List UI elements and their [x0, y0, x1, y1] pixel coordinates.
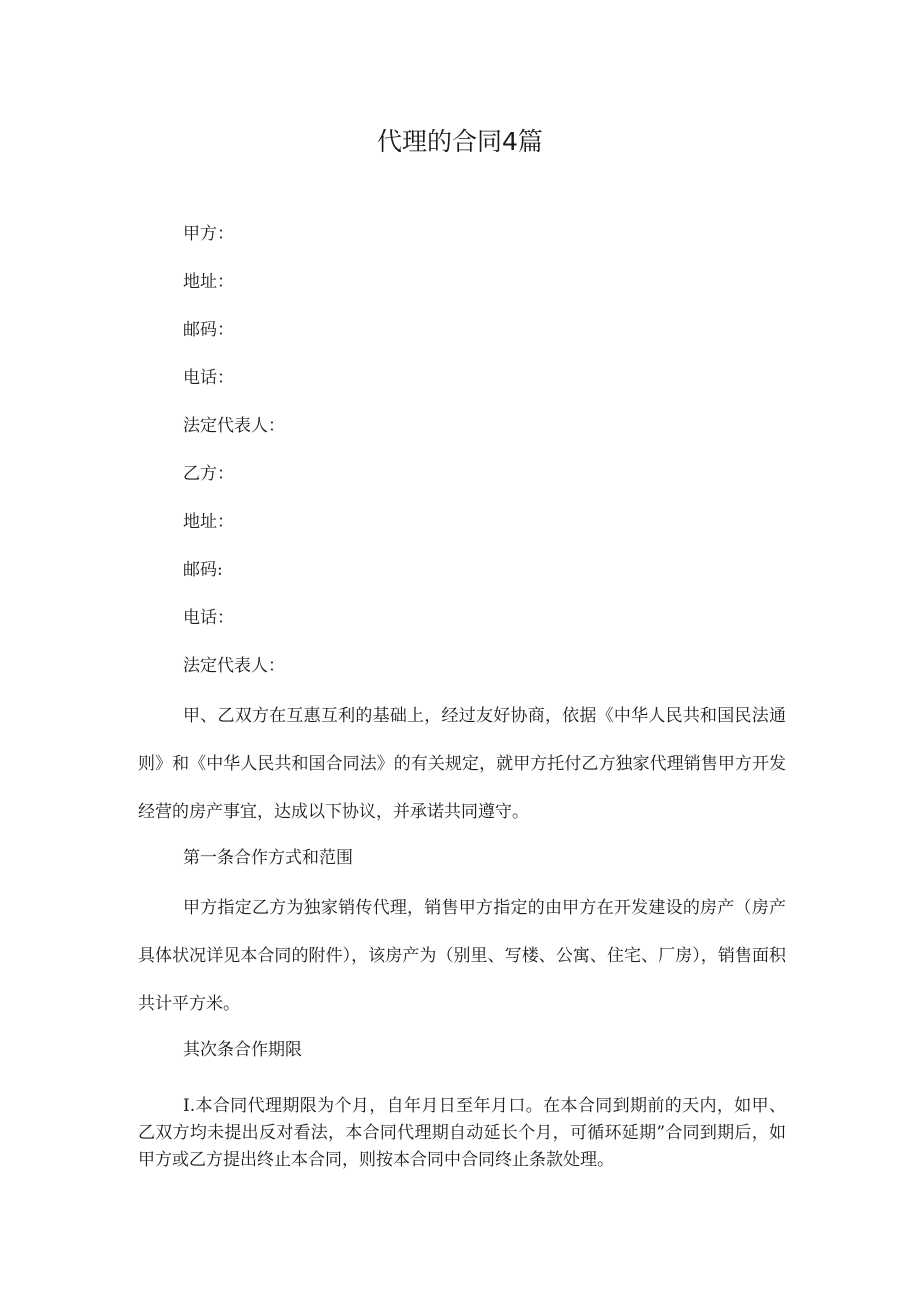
article-1-paragraph: 甲方指定乙方为独家销传代理，销售甲方指定的由甲方在开发建设的房产（房产具体状况详见本合同的附件），该房产为（别里、写楼、公寓、住宅、厂房），销售面积共计平方米。	[138, 898, 786, 1014]
party-b-name-label: 乙方：	[183, 464, 234, 484]
party-a-legal-rep-label: 法定代表人：	[183, 416, 285, 436]
party-a-address-label: 地址：	[183, 272, 234, 292]
party-b-address-label: 地址：	[183, 512, 234, 532]
party-a-postcode-label: 邮码：	[183, 320, 234, 340]
article-2-heading: 其次条合作期限	[183, 1040, 302, 1060]
document-title: 代理的合同4篇	[377, 127, 543, 156]
party-b-phone-label: 电话：	[183, 608, 234, 628]
party-b-postcode-label: 邮码:	[183, 560, 223, 580]
article-1-heading: 第一条合作方式和范围	[183, 848, 353, 868]
article-2-paragraph: I.本合同代理期限为个月，自年月日至年月口。在本合同到期前的天内，如甲、乙双方均未提出反对看法，本合同代理期自动延长个月，可循环延期”合同到期后，如甲方或乙方提出终止本合同，则按本合同中合同终止条款处理。	[138, 1096, 786, 1170]
party-b-legal-rep-label: 法定代表人：	[183, 656, 285, 676]
party-a-name-label: 甲方：	[183, 224, 234, 244]
preamble-paragraph: 甲、乙双方在互惠互利的基础上，经过友好协商，依据《中华人民共和国民法通则》和《中华人民共和国合同法》的有关规定，就甲方托付乙方独家代理销售甲方开发经营的房产事宜，达成以下协议，并承诺共同遵守。	[138, 706, 786, 822]
party-a-phone-label: 电话：	[183, 368, 234, 388]
